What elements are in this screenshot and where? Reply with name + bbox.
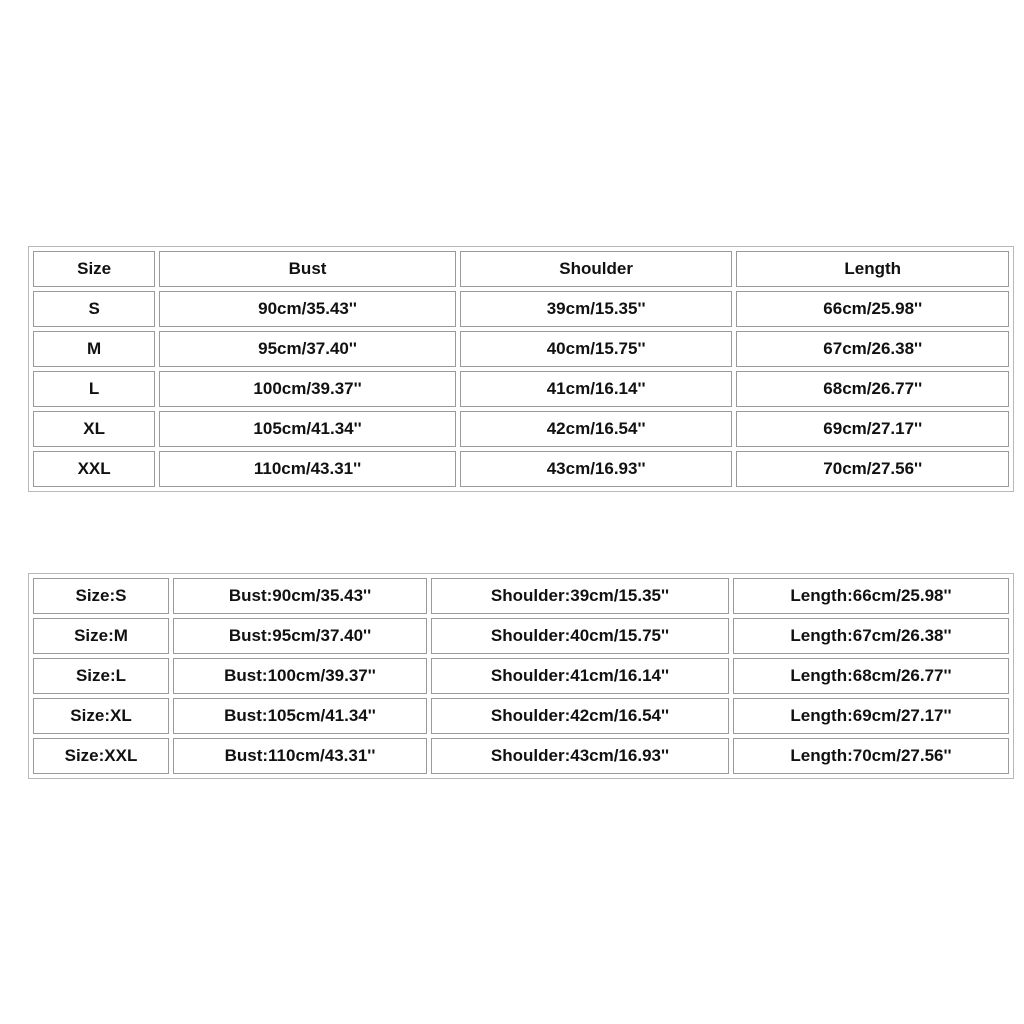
bust-cell: Bust:105cm/41.34'' — [173, 698, 427, 734]
size-cell: Size:XL — [33, 698, 169, 734]
size-chart-labeled-table — [28, 573, 1014, 779]
shoulder-cell: 41cm/16.14'' — [460, 371, 733, 407]
length-cell: Length:68cm/26.77'' — [733, 658, 1009, 694]
size-cell: XXL — [33, 451, 155, 487]
size-cell: Size:L — [33, 658, 169, 694]
size-cell: Size:M — [33, 618, 169, 654]
shoulder-cell: Shoulder:40cm/15.75'' — [431, 618, 729, 654]
shoulder-cell: 40cm/15.75'' — [460, 331, 733, 367]
table-row — [33, 291, 1009, 327]
header-cell-size: Size — [33, 251, 155, 287]
bust-cell: 95cm/37.40'' — [159, 331, 456, 367]
shoulder-cell: Shoulder:42cm/16.54'' — [431, 698, 729, 734]
table-row — [33, 698, 1009, 734]
size-cell: XL — [33, 411, 155, 447]
table-row — [33, 371, 1009, 407]
size-chart-table — [28, 246, 1014, 492]
size-cell: L — [33, 371, 155, 407]
length-cell: Length:70cm/27.56'' — [733, 738, 1009, 774]
length-cell: 69cm/27.17'' — [736, 411, 1009, 447]
header-cell-shoulder: Shoulder — [460, 251, 733, 287]
length-cell: 66cm/25.98'' — [736, 291, 1009, 327]
bust-cell: 100cm/39.37'' — [159, 371, 456, 407]
shoulder-cell: Shoulder:41cm/16.14'' — [431, 658, 729, 694]
header-cell-bust: Bust — [159, 251, 456, 287]
bust-cell: Bust:110cm/43.31'' — [173, 738, 427, 774]
header-cell-length: Length — [736, 251, 1009, 287]
shoulder-cell: 39cm/15.35'' — [460, 291, 733, 327]
size-cell: S — [33, 291, 155, 327]
table-row — [33, 738, 1009, 774]
length-cell: 70cm/27.56'' — [736, 451, 1009, 487]
bust-cell: 90cm/35.43'' — [159, 291, 456, 327]
length-cell: Length:67cm/26.38'' — [733, 618, 1009, 654]
table-row — [33, 331, 1009, 367]
size-cell: Size:S — [33, 578, 169, 614]
length-cell: Length:66cm/25.98'' — [733, 578, 1009, 614]
table-row — [33, 578, 1009, 614]
bust-cell: 110cm/43.31'' — [159, 451, 456, 487]
shoulder-cell: Shoulder:39cm/15.35'' — [431, 578, 729, 614]
bust-cell: Bust:90cm/35.43'' — [173, 578, 427, 614]
length-cell: 67cm/26.38'' — [736, 331, 1009, 367]
length-cell: Length:69cm/27.17'' — [733, 698, 1009, 734]
bust-cell: Bust:100cm/39.37'' — [173, 658, 427, 694]
table-row — [33, 411, 1009, 447]
size-cell: Size:XXL — [33, 738, 169, 774]
shoulder-cell: 43cm/16.93'' — [460, 451, 733, 487]
bust-cell: 105cm/41.34'' — [159, 411, 456, 447]
bust-cell: Bust:95cm/37.40'' — [173, 618, 427, 654]
table-row — [33, 451, 1009, 487]
size-cell: M — [33, 331, 155, 367]
length-cell: 68cm/26.77'' — [736, 371, 1009, 407]
shoulder-cell: 42cm/16.54'' — [460, 411, 733, 447]
table-row — [33, 658, 1009, 694]
shoulder-cell: Shoulder:43cm/16.93'' — [431, 738, 729, 774]
table-row — [33, 618, 1009, 654]
table-header-row — [33, 251, 1009, 287]
